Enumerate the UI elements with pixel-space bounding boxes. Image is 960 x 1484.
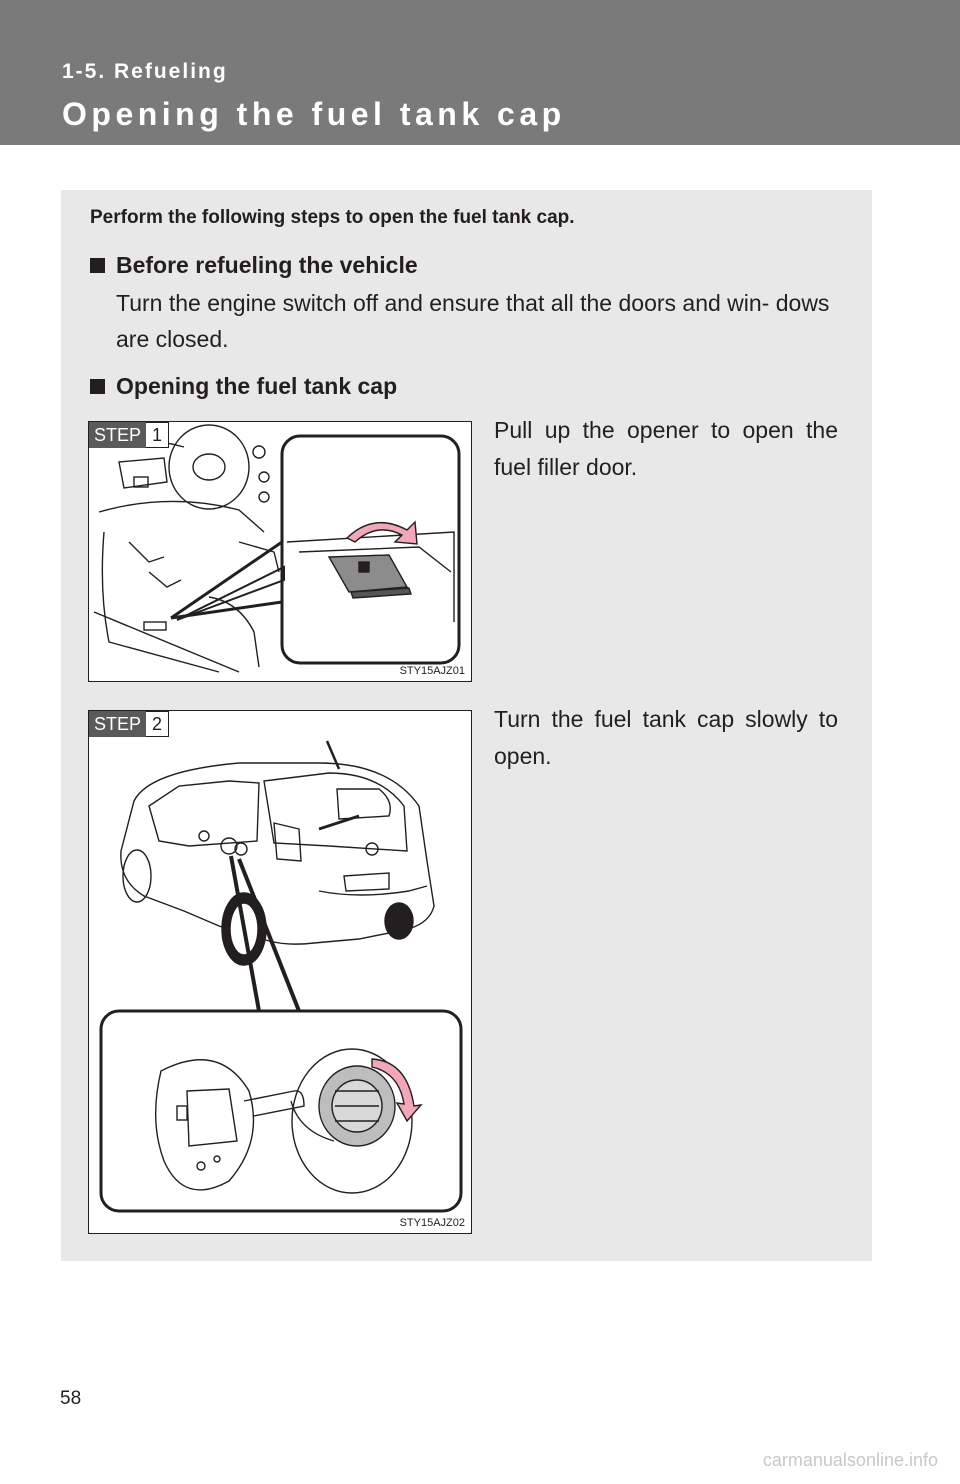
before-refueling-text: Turn the engine switch off and ensure that all the doors and win- dows are closed.	[116, 290, 830, 352]
figure-code: STY15AJZ01	[399, 665, 465, 677]
figure-code: STY15AJZ02	[399, 1217, 465, 1229]
subheading-before-refueling	[90, 252, 418, 279]
step2-badge	[89, 711, 169, 737]
subheading-label: Opening the fuel tank cap	[116, 373, 398, 399]
step1-text: Pull up the opener to open the fuel filler door.	[494, 417, 838, 480]
watermark: carmanualsonline.info	[762, 1450, 938, 1470]
step2-text: Turn the fuel tank cap slowly to open.	[494, 706, 838, 769]
step1-badge	[89, 422, 169, 448]
section-label: 1-5. Refueling	[62, 60, 228, 83]
subheading-opening-cap	[90, 373, 397, 400]
page-header	[0, 0, 960, 145]
step2-figure	[88, 710, 472, 1234]
bullet-square-icon	[90, 258, 105, 273]
step-number: 1	[146, 422, 169, 448]
step-number: 2	[146, 711, 169, 737]
step1-figure	[88, 421, 472, 682]
page-title: Opening the fuel tank cap	[62, 96, 566, 132]
dashboard-opener-illustration	[89, 422, 473, 683]
subheading-label: Before refueling the vehicle	[116, 252, 418, 278]
bullet-square-icon	[90, 379, 105, 394]
step-word: STEP	[89, 422, 146, 448]
step-word: STEP	[89, 711, 146, 737]
intro-text: Perform the following steps to open the fuel tank cap.	[90, 207, 575, 228]
page-number: 58	[60, 1388, 82, 1409]
car-fuel-cap-illustration	[89, 711, 473, 1235]
curved-arrow-icon	[347, 522, 417, 544]
